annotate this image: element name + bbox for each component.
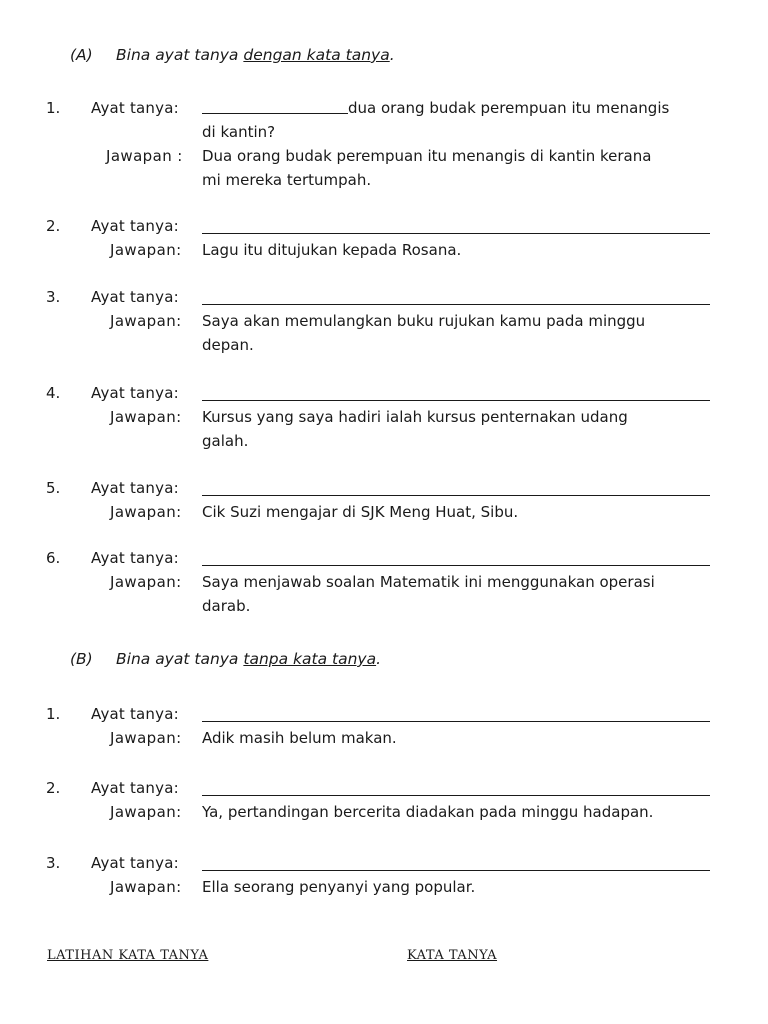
question-text: dua orang budak perempuan itu menangis xyxy=(348,99,670,117)
answer-text-continued: galah. xyxy=(202,432,249,450)
answer-label: Jawapan: xyxy=(110,408,182,426)
answer-text-continued: mi mereka tertumpah. xyxy=(202,171,372,189)
item-number: 4. xyxy=(46,384,61,402)
section-a-heading-prefix: Bina ayat tanya xyxy=(116,46,244,64)
answer-text: Lagu itu ditujukan kepada Rosana. xyxy=(202,241,462,259)
question-label: Ayat tanya: xyxy=(91,705,179,723)
section-b-item-2 xyxy=(0,776,768,824)
answer-text: Kursus yang saya hadiri ialah kursus penternakan udang xyxy=(202,408,628,426)
answer-text: Adik masih belum makan. xyxy=(202,729,397,747)
question-blank-line[interactable] xyxy=(202,721,710,722)
section-b-item-3 xyxy=(0,851,768,899)
answer-text-continued: darab. xyxy=(202,597,251,615)
footer-left-title: LATIHAN KATA TANYA xyxy=(47,948,209,963)
answer-label: Jawapan: xyxy=(110,241,182,259)
question-label: Ayat tanya: xyxy=(91,99,179,117)
answer-text: Ella seorang penyanyi yang popular. xyxy=(202,878,476,896)
question-blank-line[interactable] xyxy=(202,565,710,566)
section-a-item-2 xyxy=(0,214,768,262)
answer-label: Jawapan: xyxy=(110,878,182,896)
section-b-letter: (B) xyxy=(70,650,93,668)
answer-text: Saya akan memulangkan buku rujukan kamu pada minggu xyxy=(202,312,646,330)
section-a-heading-underlined: dengan kata tanya xyxy=(243,46,390,64)
item-number: 1. xyxy=(46,99,61,117)
item-number: 2. xyxy=(46,217,61,235)
question-blank-line[interactable] xyxy=(202,400,710,401)
answer-text: Cik Suzi mengajar di SJK Meng Huat, Sibu. xyxy=(202,503,519,521)
section-a-item-1 xyxy=(0,96,768,192)
answer-text: Dua orang budak perempuan itu menangis di kantin kerana xyxy=(202,147,652,165)
answer-label: Jawapan: xyxy=(110,729,182,747)
question-blank-line[interactable] xyxy=(202,233,710,234)
section-a-heading-suffix: . xyxy=(389,46,395,64)
section-b-heading-prefix: Bina ayat tanya xyxy=(116,650,244,668)
question-blank-line[interactable] xyxy=(202,304,710,305)
item-number: 2. xyxy=(46,779,61,797)
section-b-heading-suffix: . xyxy=(376,650,382,668)
section-b-item-1 xyxy=(0,702,768,750)
answer-text: Ya, pertandingan bercerita diadakan pada minggu hadapan. xyxy=(202,803,654,821)
question-label: Ayat tanya: xyxy=(91,779,179,797)
item-number: 3. xyxy=(46,288,61,306)
answer-label: Jawapan: xyxy=(110,312,182,330)
question-label: Ayat tanya: xyxy=(91,288,179,306)
item-number: 6. xyxy=(46,549,61,567)
question-label: Ayat tanya: xyxy=(91,479,179,497)
question-label: Ayat tanya: xyxy=(91,854,179,872)
item-number: 3. xyxy=(46,854,61,872)
section-a-letter: (A) xyxy=(70,46,93,64)
section-a-item-5 xyxy=(0,476,768,524)
question-line xyxy=(202,96,712,120)
answer-label: Jawapan : xyxy=(106,147,183,165)
question-text-continued: di kantin? xyxy=(202,123,276,141)
question-blank-line[interactable] xyxy=(202,495,710,496)
footer-right-title: KATA TANYA xyxy=(407,948,498,963)
section-a-item-3 xyxy=(0,285,768,357)
question-label: Ayat tanya: xyxy=(91,549,179,567)
section-a-item-6 xyxy=(0,546,768,618)
item-number: 1. xyxy=(46,705,61,723)
question-label: Ayat tanya: xyxy=(91,384,179,402)
answer-label: Jawapan: xyxy=(110,573,182,591)
answer-text-continued: depan. xyxy=(202,336,254,354)
question-blank[interactable] xyxy=(202,96,348,114)
section-b-heading-underlined: tanpa kata tanya xyxy=(243,650,377,668)
section-b-heading xyxy=(70,650,381,668)
answer-label: Jawapan: xyxy=(110,503,182,521)
question-blank-line[interactable] xyxy=(202,795,710,796)
question-label: Ayat tanya: xyxy=(91,217,179,235)
section-a-heading xyxy=(70,46,395,64)
item-number: 5. xyxy=(46,479,61,497)
answer-label: Jawapan: xyxy=(110,803,182,821)
question-blank-line[interactable] xyxy=(202,870,710,871)
answer-text: Saya menjawab soalan Matematik ini menggunakan operasi xyxy=(202,573,655,591)
section-a-item-4 xyxy=(0,381,768,453)
